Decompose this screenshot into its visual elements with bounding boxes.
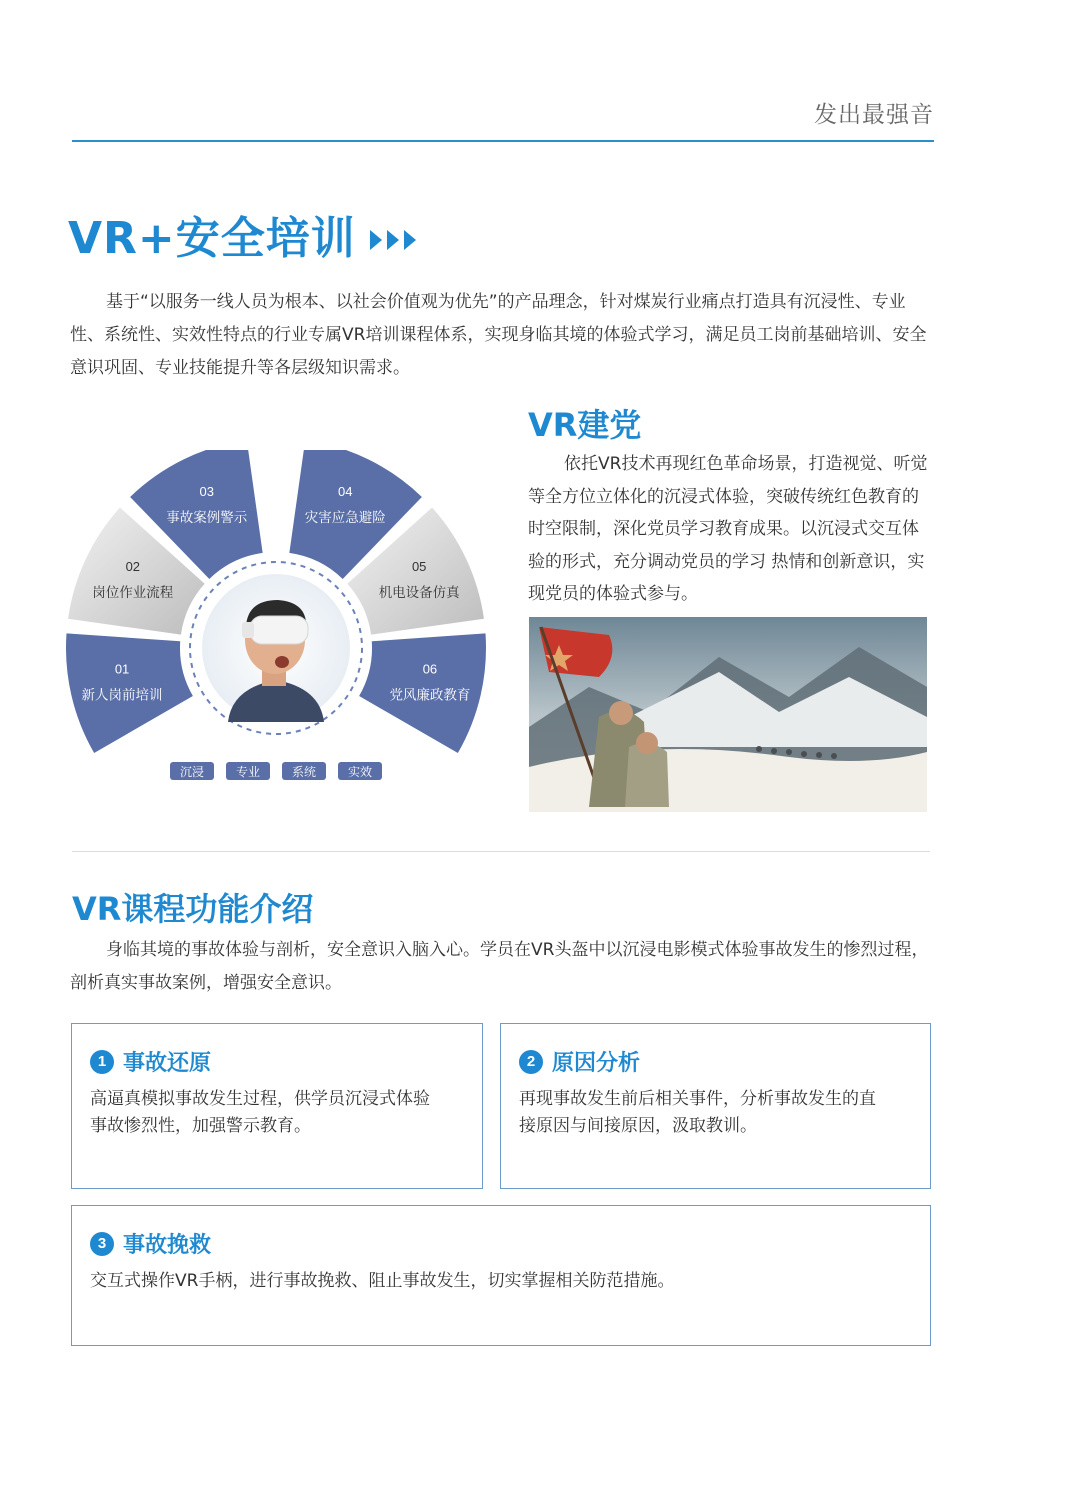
header-rule xyxy=(72,140,934,142)
triple-arrow-icon xyxy=(370,228,418,252)
wheel-segment-number: 02 xyxy=(125,559,141,575)
party-paragraph: 依托VR技术再现红色革命场景，打造视觉、听觉等全方位立体化的沉浸式体验，突破传统红色教育的时空限制，深化党员学习教育成果。以沉浸式交互体验的形式，充分调动党员的学习 热情和创新意识，实现党员的体验式参与。 xyxy=(528,454,928,604)
tag-label: 实效 xyxy=(347,765,373,779)
number-badge: 1 xyxy=(90,1050,114,1074)
wheel-segment-label: 党风廉政教育 xyxy=(389,687,471,704)
card-text: 再现事故发生前后相关事件，分析事故发生的直 接原因与间接原因，汲取教训。 xyxy=(519,1089,876,1136)
number-badge: 2 xyxy=(519,1050,543,1074)
course-title: VR课程功能介绍 xyxy=(72,890,314,928)
feature-card-cause-analysis xyxy=(500,1023,931,1189)
training-wheel-diagram xyxy=(66,450,488,790)
feature-card-accident-restore xyxy=(71,1023,483,1189)
card-text: 交互式操作VR手柄，进行事故挽救、阻止事故发生，切实掌握相关防范措施。 xyxy=(90,1271,675,1291)
wheel-segment-number: 06 xyxy=(422,661,438,677)
wheel-segment-number: 01 xyxy=(114,661,130,677)
card-title: 事故挽救 xyxy=(123,1233,212,1258)
header-title: 发出最强音 xyxy=(814,102,934,128)
wheel-segment-number: 03 xyxy=(199,483,214,499)
wheel-segment-label: 事故案例警示 xyxy=(166,509,248,526)
card-title: 事故还原 xyxy=(123,1051,212,1076)
wheel-segment-number: 05 xyxy=(411,559,427,575)
number-badge: 3 xyxy=(90,1232,114,1256)
feature-card-accident-rescue xyxy=(71,1205,931,1346)
card-text: 高逼真模拟事故发生过程，供学员沉浸式体验 事故惨烈性，加强警示教育。 xyxy=(90,1089,430,1136)
wheel-segment-label: 灾害应急避险 xyxy=(304,509,386,526)
wheel-segment-label: 岗位作业流程 xyxy=(92,585,174,602)
section-divider xyxy=(72,851,930,852)
tag-label: 系统 xyxy=(291,765,317,779)
page-title: VR+安全培训 xyxy=(68,213,356,264)
tag-label: 专业 xyxy=(235,765,261,779)
tag-label: 沉浸 xyxy=(179,765,205,779)
wheel-segment-label: 机电设备仿真 xyxy=(378,585,460,602)
party-title: VR建党 xyxy=(528,406,642,444)
card-title: 原因分析 xyxy=(552,1051,641,1076)
intro-paragraph: 基于“以服务一线人员为根本、以社会价值观为优先”的产品理念，针对煤炭行业痛点打造具有沉浸性、专业性、系统性、实效性特点的行业专属VR培训课程体系，实现身临其境的体验式学习，满足员工岗前基础培训、安全意识巩固、专业技能提升等各层级知识需求。 xyxy=(70,292,927,378)
course-paragraph: 身临其境的事故体验与剖析，安全意识入脑入心。学员在VR头盔中以沉浸电影模式体验事故发生的惨烈过程，剖析真实事故案例，增强安全意识。 xyxy=(70,940,929,993)
red-army-painting-image xyxy=(529,617,927,812)
wheel-segment-label: 新人岗前培训 xyxy=(81,687,163,704)
wheel-segment-number: 04 xyxy=(338,483,353,499)
